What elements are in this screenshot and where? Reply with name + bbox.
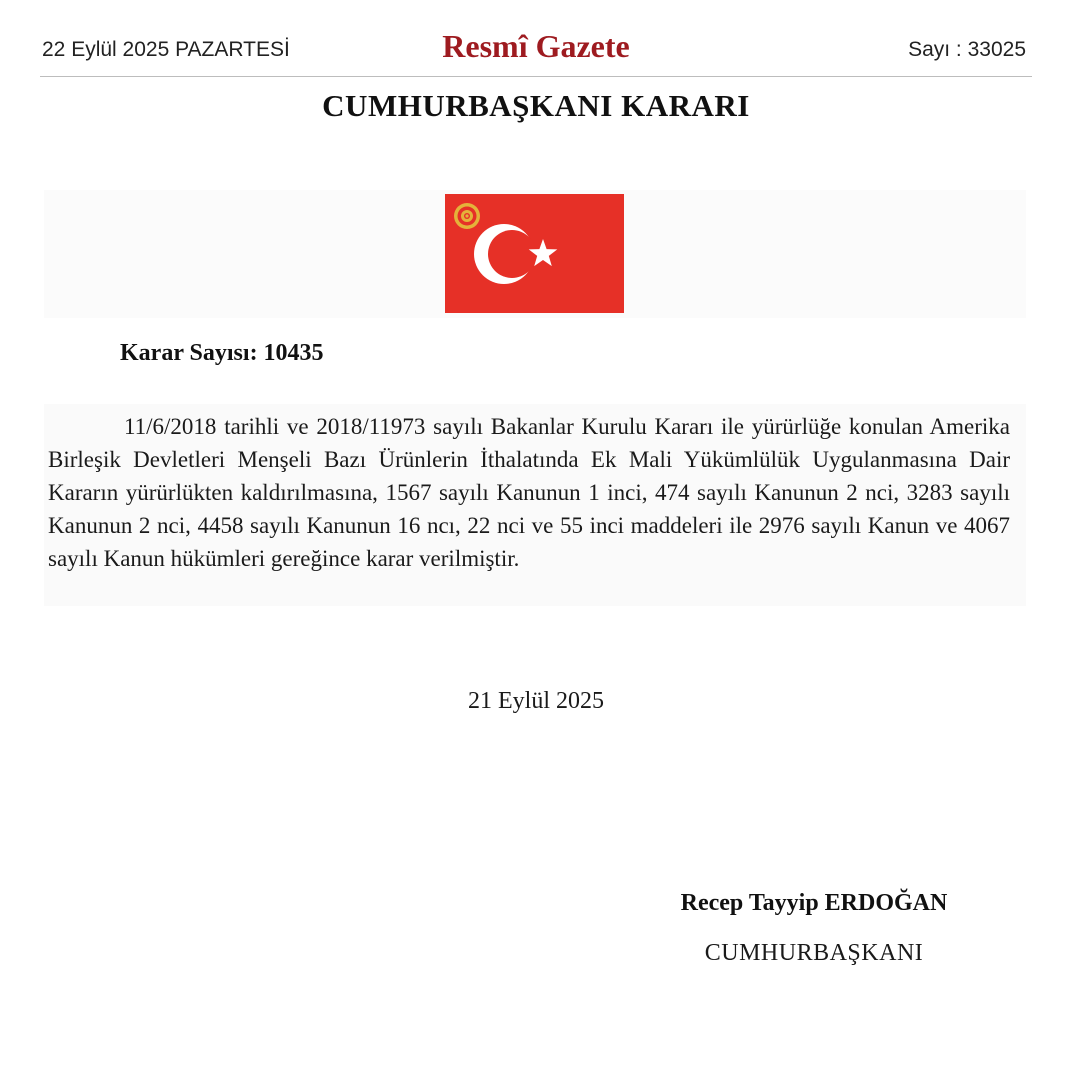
header-divider xyxy=(40,76,1032,77)
decision-number: Karar Sayısı: 10435 xyxy=(120,340,324,366)
signatory-title: CUMHURBAŞKANI xyxy=(704,940,924,966)
issue-number: Sayı : 33025 xyxy=(908,38,1026,61)
crescent-inner xyxy=(488,230,536,278)
presidential-seal-icon xyxy=(454,203,480,229)
turkish-flag-icon xyxy=(445,194,624,313)
newspaper-title: Resmî Gazete xyxy=(442,28,630,64)
decision-date: 21 Eylül 2025 xyxy=(468,688,604,714)
document-title: CUMHURBAŞKANI KARARI xyxy=(322,88,750,123)
signatory-name: Recep Tayyip ERDOĞAN xyxy=(680,890,948,916)
decision-body-text: 11/6/2018 tarihli ve 2018/11973 sayılı Bakanlar Kurulu Kararı ile yürürlüğe konulan Amerika Birleşik Devletleri Menşeli Bazı Ürünlerin İthalatında Ek Mali Yükümlülük Uygulanmasına Dair Kararın yürürlükten kaldırılmasına, 1567 sayılı Kanunun 1 inci, 474 sayılı Kanunun 2 nci, 3283 sayılı Kanunun 2 nci, 4458 sayılı Kanunun 16 ncı, 22 nci ve 55 inci maddeleri ile 2976 sayılı Kanun ve 4067 sayılı Kanun hükümleri gereğince karar verilmiştir. xyxy=(48,414,1010,571)
header-date: 22 Eylül 2025 PAZARTESİ xyxy=(42,38,290,61)
